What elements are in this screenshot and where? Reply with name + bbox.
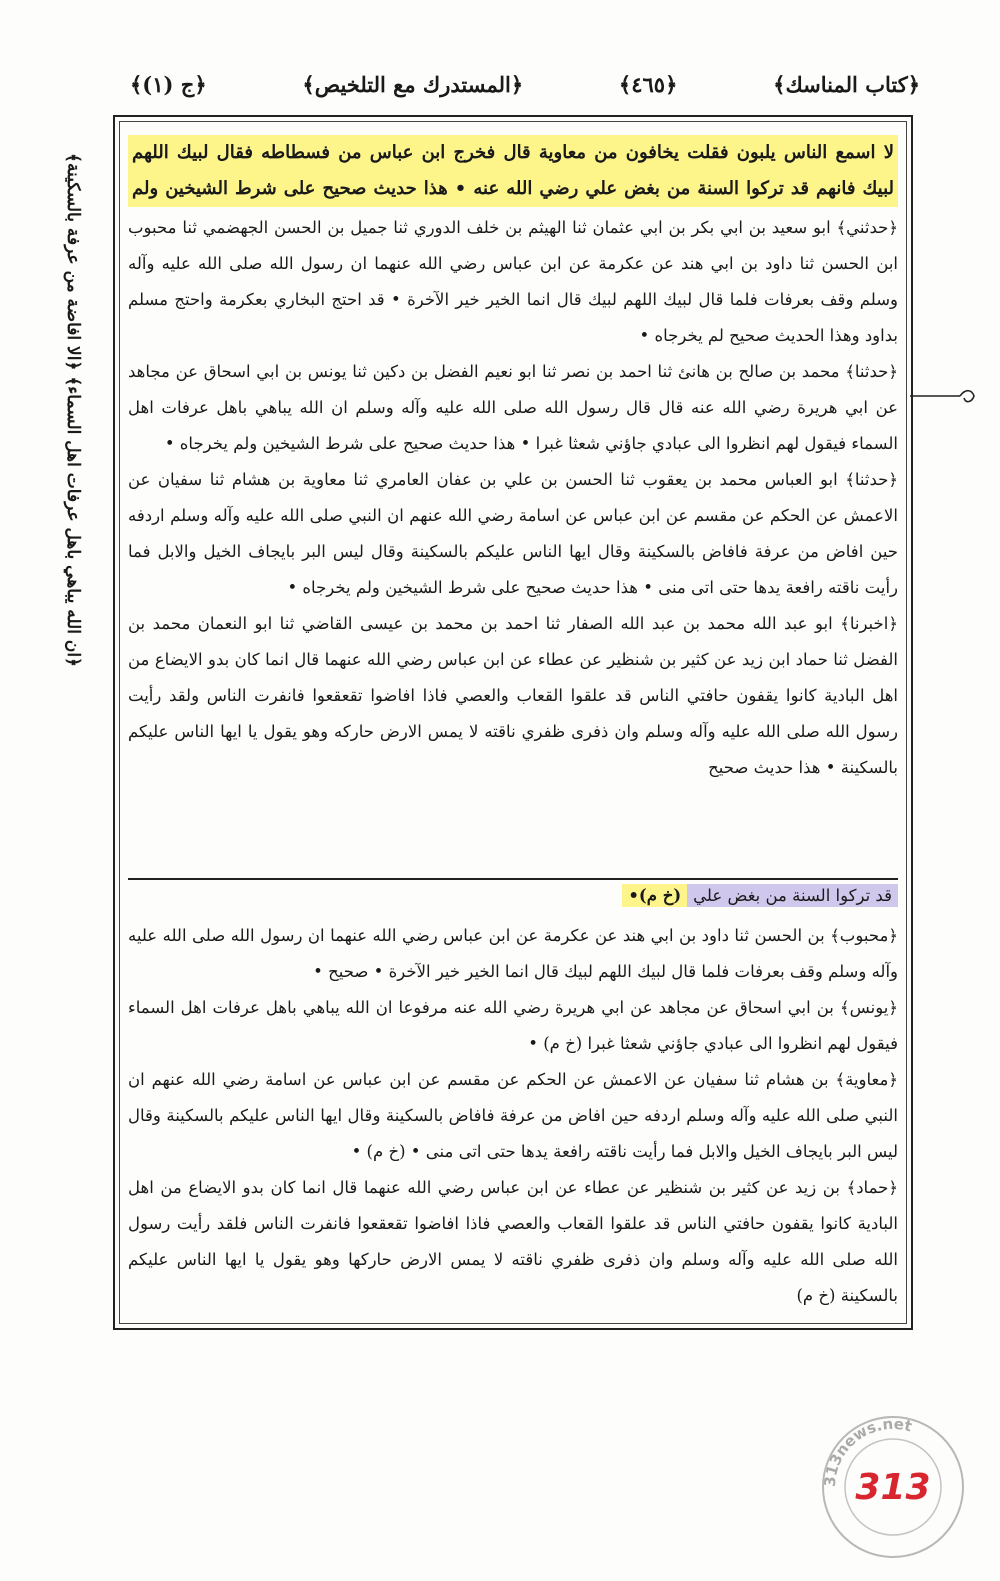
- book-title: ﴿المستدرك مع التلخيص﴾: [302, 71, 524, 97]
- hadith-paragraph: ﴿حدثنا﴾ محمد بن صالح بن هانئ ثنا احمد بن نصر ثنا ابو نعيم الفضل بن دكين ثنا يونس بن ابي اسحاق عن مجاهد عن ابي هريرة رضي الله عنه قال قال رسول الله صلى الله عليه وآله وسلم ان الله يباهي باهل عرفات اهل السماء فيقول لهم انظروا الى عبادي جاؤني شعثا غبرا • هذا حديث صحيح على شرط الشيخين ولم يخرجاه •: [128, 362, 898, 453]
- summary-paragraph: ﴿معاوية﴾ بن هشام ثنا سفيان عن الاعمش عن الحكم عن مقسم عن ابن عباس عن اسامة رضي الله عنهم ان النبي صلى الله عليه وآله وسلم اردفه حين افاض من عرفة فافاض بالسكينة وقال ايها الناس عليكم بالسكينة وقال ليس البر بايجاف الخيل والابل فما رأيت ناقته رافعة يدها حتى اتى منى • (خ م) •: [128, 1070, 898, 1161]
- intro-highlighted-text: [128, 135, 898, 207]
- site-watermark: [818, 1412, 968, 1562]
- summary-code-highlight: (خ م)•: [622, 884, 687, 907]
- summary-heading: [622, 878, 898, 912]
- hadith-paragraph: ﴿حدثنا﴾ ابو العباس محمد بن يعقوب ثنا الحسن بن علي بن عفان العامري ثنا معاوية بن هشام ثنا سفيان عن الاعمش عن الحكم عن مقسم عن ابن عباس عن اسامة رضي الله عنهم ان النبي صلى الله عليه وآله وسلم اردفه حين افاض من عرفة فافاض بالسكينة وقال ايها الناس عليكم بالسكينة وقال ليس البر بايجاف الخيل والابل فما رأيت ناقته رافعة يدها حتى اتى منى • هذا حديث صحيح على شرط الشيخين ولم يخرجاه •: [128, 470, 898, 597]
- hadith-paragraph: ﴿اخبرنا﴾ ابو عبد الله محمد بن عبد الله الصفار ثنا احمد بن محمد بن عيسى القاضي ثنا ابو النعمان محمد بن الفضل ثنا حماد ابن زيد عن كثير بن شنظير عن عطاء عن ابن عباس رضي الله عنهما قال انما كان بدو الايضاع من اهل البادية كانوا يقفون حافتي الناس قد علقوا القعاب والعصي فاذا افاضوا تقعقعوا فانفرت الناس ولقد رأيت رسول الله صلى الله عليه وآله وسلم وان ذفرى ظفري ناقته لا يمس الارض حاركه وهو يقول يا ايها الناس عليكم بالسكينة • هذا حديث صحيح: [128, 614, 898, 777]
- main-text: [128, 210, 898, 822]
- chapter-title: ﴿كتاب المناسك﴾: [773, 71, 920, 97]
- hadith-paragraph: ﴿حدثني﴾ ابو سعيد بن ابي بكر بن ابي عثمان ثنا الهيثم بن خلف الدوري ثنا جميل بن الحسن الجهضمي ثنا محبوب ابن الحسن ثنا داود بن ابي هند عن عكرمة عن ابن عباس رضي الله عنهما ان رسول الله صلى الله عليه وآله وسلم وقف بعرفات فلما قال لبيك اللهم لبيك قال انما الخير خير الآخرة • قد احتج البخاري بعكرمة واحتج مسلم بداود وهذا الحديث صحيح لم يخرجاه •: [128, 218, 898, 345]
- summary-text: [128, 918, 898, 1318]
- watermark-site-text: 313news.net: [820, 1414, 914, 1488]
- summary-paragraph: ﴿محبوب﴾ بن الحسن ثنا داود بن ابي هند عن عكرمة عن ابن عباس رضي الله عنهما ان رسول الله صلى الله عليه وآله وسلم وقف بعرفات فلما قال لبيك اللهم لبيك قال انما الخير خير الآخرة • صحيح •: [128, 926, 898, 981]
- summary-paragraph: ﴿يونس﴾ بن ابي اسحاق عن مجاهد عن ابي هريرة رضي الله عنه مرفوعا ان الله يباهي باهل عرفات اهل السماء فيقول لهم انظروا الى عبادي جاؤني شعثا غبرا (خ م) •: [128, 998, 898, 1053]
- margin-note-text: ﴿ان الله يباهي باهل عرفات اهل السماء﴾ ﴿الا افاضة من عرفة بالسكينة﴾: [63, 152, 83, 668]
- watermark-number: 313: [855, 1467, 931, 1508]
- summary-quote-highlight: قد تركوا السنة من بغض علي: [687, 884, 898, 907]
- summary-paragraph: ﴿حماد﴾ بن زيد عن كثير بن شنظير عن عطاء عن ابن عباس رضي الله عنهما قال انما كان بدو الايضاع من اهل البادية كانوا يقفون حافتي الناس قد علقوا القعاب والعصي فاذا افاضوا تقعقعوا فانفرت الناس فلقد رأيت رسول الله صلى الله عليه وآله وسلم وان ذفرى ظفري ناقته لا يمس الارض حاركها وهو يقول يا ايها الناس عليكم بالسكينة (خ م): [128, 1178, 898, 1305]
- margin-note: [38, 150, 108, 670]
- volume-label: ﴿ج (١)﴾: [130, 71, 207, 97]
- intro-paragraph: لا اسمع الناس يلبون فقلت يخافون من معاوية قال فخرج ابن عباس من فسطاطه فقال لبيك اللهم لبيك فانهم قد تركوا السنة من بغض علي رضي الله عنه • هذا حديث صحيح على شرط الشيخين ولم: [132, 142, 894, 199]
- handwritten-arrow-icon: [908, 384, 978, 408]
- page-header: [130, 62, 920, 106]
- page-number: ﴿٤٦٥﴾: [618, 71, 678, 97]
